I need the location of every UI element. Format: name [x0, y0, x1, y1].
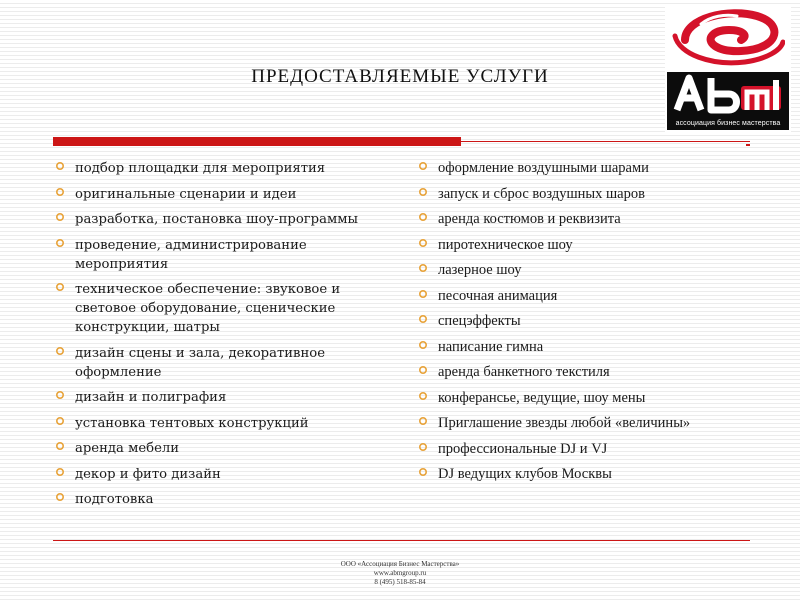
list-item-text: аренда банкетного текстиля	[438, 364, 610, 380]
list-item-text: аренда костюмов и реквизита	[438, 211, 621, 227]
list-item-text: аренда мебели	[75, 441, 180, 456]
list-item	[55, 344, 385, 382]
bullet-icon	[418, 391, 428, 401]
list-item	[418, 465, 738, 484]
page-title: ПРЕДОСТАВЛЯЕМЫЕ УСЛУГИ	[251, 66, 549, 87]
bullet-icon	[418, 263, 428, 273]
list-item	[55, 465, 385, 484]
bullet-icon	[418, 238, 428, 248]
list-item	[55, 414, 385, 433]
list-item-text: разработка, постановка шоу-программы	[75, 212, 358, 227]
company-logo	[665, 6, 791, 132]
list-item	[418, 363, 738, 382]
header-divider-tick	[746, 144, 750, 146]
bullet-icon	[55, 416, 65, 426]
list-item	[418, 261, 738, 280]
list-item	[55, 210, 385, 229]
list-item	[418, 236, 738, 255]
logo-swirl-icon	[671, 6, 785, 70]
list-item-text: лазерное шоу	[438, 262, 522, 278]
bullet-icon	[418, 289, 428, 299]
bullet-icon	[55, 467, 65, 477]
logo-letters-icon	[667, 72, 789, 120]
list-item-text: конферансье, ведущие, шоу мены	[438, 389, 646, 406]
list-item-text: оформление воздушными шарами	[438, 160, 649, 176]
list-item-text: оригинальные сценарии и идеи	[75, 186, 297, 202]
list-item	[418, 389, 738, 408]
list-item	[55, 490, 385, 509]
list-item-text: спецэффекты	[438, 313, 521, 329]
bullet-icon	[55, 238, 65, 248]
list-item	[418, 210, 738, 229]
footer-phone: 8 (495) 518-85-84	[374, 578, 426, 586]
services-list-right	[418, 159, 738, 491]
list-item	[55, 388, 385, 407]
header-divider-thin	[461, 141, 750, 142]
bullet-icon	[55, 441, 65, 451]
bullet-icon	[418, 340, 428, 350]
bullet-icon	[55, 346, 65, 356]
list-item	[55, 159, 385, 178]
list-item	[55, 439, 385, 458]
services-list-left	[55, 159, 385, 516]
bullet-icon	[55, 282, 65, 292]
list-item-text: техническое обеспечение: звуковое и световое оборудование, сценические конструкции, шатры	[75, 282, 341, 335]
list-item-text: проведение, администрирование мероприятия	[75, 237, 307, 272]
list-item-text: декор и фито дизайн	[75, 466, 221, 482]
logo-caption: ассоциация бизнес мастерства	[675, 120, 781, 127]
list-item	[55, 236, 385, 274]
list-item	[418, 312, 738, 331]
bullet-icon	[418, 212, 428, 222]
footer-divider	[53, 540, 750, 541]
list-item-text: дизайн сцены и зала, декоративное оформление	[75, 345, 325, 380]
list-item-text: установка тентовых конструкций	[75, 415, 309, 431]
list-item-text: песочная анимация	[438, 287, 558, 304]
footer-website[interactable]: www.abmgroup.ru	[373, 569, 427, 577]
bullet-icon	[55, 390, 65, 400]
logo-mark	[667, 72, 789, 130]
list-item	[55, 280, 385, 337]
list-item	[418, 338, 738, 357]
bullet-icon	[418, 187, 428, 197]
list-item-text: запуск и сброс воздушных шаров	[438, 185, 645, 202]
bullet-icon	[55, 161, 65, 171]
list-item	[418, 159, 738, 178]
list-item-text: дизайн и полиграфия	[75, 390, 227, 405]
bullet-icon	[418, 314, 428, 324]
list-item-text: написание гимна	[438, 338, 544, 355]
list-item	[418, 287, 738, 306]
list-item	[418, 440, 738, 459]
list-item-text: DJ ведущих клубов Москвы	[438, 466, 612, 482]
bullet-icon	[418, 416, 428, 426]
list-item-text: пиротехническое шоу	[438, 236, 573, 253]
list-item	[55, 185, 385, 204]
list-item	[418, 185, 738, 204]
list-item	[418, 414, 738, 433]
header-divider-thick	[53, 137, 461, 146]
footer-company: ООО «Ассоциация Бизнес Мастерства»	[340, 560, 460, 568]
bullet-icon	[55, 212, 65, 222]
list-item-text: Приглашение звезды любой «величины»	[438, 415, 691, 431]
list-item-text: подготовка	[75, 492, 154, 507]
footer	[0, 560, 800, 587]
list-item-text: подбор площадки для мероприятия	[75, 161, 326, 176]
bullet-icon	[418, 365, 428, 375]
bullet-icon	[418, 467, 428, 477]
bullet-icon	[418, 442, 428, 452]
bullet-icon	[418, 161, 428, 171]
bullet-icon	[55, 187, 65, 197]
list-item-text: профессиональные DJ и VJ	[438, 440, 608, 457]
bullet-icon	[55, 492, 65, 502]
